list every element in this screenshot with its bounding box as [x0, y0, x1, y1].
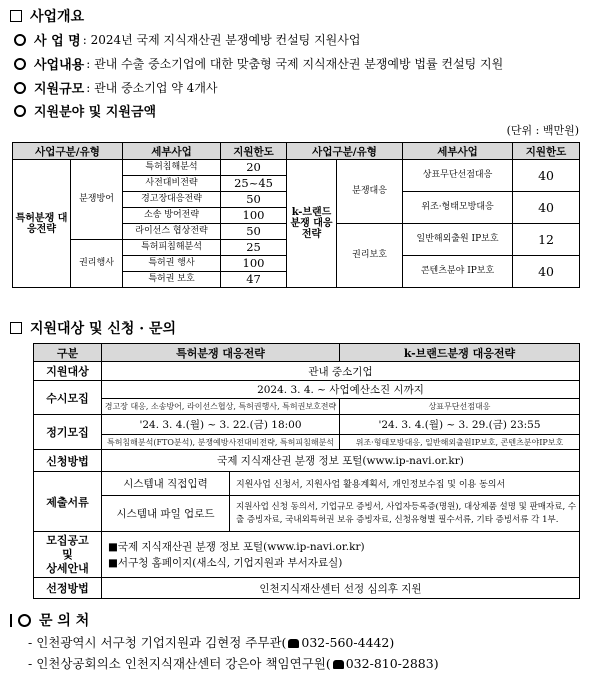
item-key: 사 업 명	[34, 34, 81, 49]
detail-cell: 소송 방어전략	[123, 208, 221, 224]
contact-phone: 032-810-2883)	[345, 656, 439, 671]
overview-item	[14, 30, 360, 49]
phone-icon	[288, 639, 299, 648]
contact-line	[28, 633, 394, 651]
limit-cell: 40	[513, 160, 580, 192]
label-line: 상세안내	[46, 561, 89, 575]
row-label: 수시모집	[34, 381, 102, 415]
detail-cell: 경고장대응전략	[123, 192, 221, 208]
header-cell: 세부사업	[123, 143, 221, 160]
support-amount-table	[12, 142, 580, 288]
limit-cell: 25~45	[221, 176, 287, 192]
row-label: 선정방법	[34, 578, 102, 599]
header-cell: 사업구분/유형	[287, 143, 403, 160]
overview-item	[14, 101, 156, 120]
item-value: : 2024년 국제 지식재산권 분쟁예방 컨설팅 지원사업	[82, 33, 361, 47]
detail-cell: 일반해외출원 IP보호	[403, 224, 513, 256]
row-label: 신청방법	[34, 450, 102, 472]
note-cell: 특허침해분석(FTO분석), 분쟁예방사전대비전략, 특허피침해분석	[102, 435, 340, 450]
header-cell: 구분	[34, 344, 102, 362]
detail-cell: 사전대비전략	[123, 176, 221, 192]
row-value: 관내 중소기업	[102, 362, 580, 381]
row-label	[34, 532, 102, 578]
circle-bullet-icon	[14, 34, 26, 46]
doc-desc-cell: 지원사업 신청서, 지원사업 활용계획서, 개인정보수집 및 이용 동의서	[230, 472, 580, 496]
header-cell: 지원한도	[221, 143, 287, 160]
subgroup-cell: 분쟁대응	[337, 160, 403, 224]
limit-cell: 100	[221, 208, 287, 224]
note-cell: 위조·형태모방대응, 일반해외출원IP보호, 콘텐츠분야IP보호	[340, 435, 580, 450]
application-table	[33, 343, 580, 599]
contact-line	[28, 654, 439, 672]
notice-link[interactable]: ■서구청 홈페이지(새소식, 기업지원과 부서자료실)	[108, 556, 343, 569]
limit-cell: 12	[513, 224, 580, 256]
date-cell: '24. 3. 4.(월) ~ 3. 29.(금) 23:55	[340, 415, 580, 435]
detail-cell: 위조·형태모방대응	[403, 192, 513, 224]
row-value: 2024. 3. 4. ~ 사업예산소진 시까지	[102, 381, 580, 399]
item-key: 사업내용	[34, 58, 85, 73]
limit-cell: 20	[221, 160, 287, 176]
limit-cell: 47	[221, 272, 287, 288]
subgroup-cell: 권리행사	[71, 240, 123, 288]
subgroup-cell: 분쟁방어	[71, 160, 123, 240]
item-value: : 관내 중소기업 약 4개사	[86, 81, 218, 95]
detail-cell: 콘텐츠분야 IP보호	[403, 256, 513, 288]
detail-cell: 특허권 행사	[123, 256, 221, 272]
overview-item	[14, 54, 503, 73]
section-heading-application	[10, 318, 176, 338]
checkbox-square-icon	[10, 10, 22, 22]
group-cell: k-브랜드분쟁 대응전략	[287, 160, 337, 288]
limit-cell: 50	[221, 224, 287, 240]
row-value: 인천지식재산센터 선정 심의후 지원	[102, 578, 580, 599]
notice-cell	[102, 532, 580, 578]
limit-cell: 50	[221, 192, 287, 208]
circle-bullet-icon	[14, 82, 26, 94]
doc-type-cell: 시스템내 파일 업로드	[102, 496, 230, 532]
row-label: 정기모집	[34, 415, 102, 450]
section-title: 지원대상 및 신청 · 문의	[30, 321, 177, 337]
detail-cell: 특허피침해분석	[123, 240, 221, 256]
limit-cell: 100	[221, 256, 287, 272]
header-cell: 세부사업	[403, 143, 513, 160]
phone-icon	[333, 660, 344, 669]
label-line: 모집공고	[46, 533, 89, 547]
detail-cell: 특허침해분석	[123, 160, 221, 176]
item-value: : 관내 수출 중소기업에 대한 맞춤형 국제 지식재산권 분쟁예방 법률 컨설팅 지원	[86, 57, 504, 71]
circle-bullet-icon	[14, 105, 26, 117]
section-title: 사업개요	[30, 9, 85, 25]
detail-cell: 특허권 보호	[123, 272, 221, 288]
row-value: 국제 지식재산권 분쟁 정보 포털(www.ip-navi.or.kr)	[102, 450, 580, 472]
bar-icon	[10, 614, 12, 627]
item-key: 지원분야 및 지원금액	[34, 105, 157, 120]
row-label: 지원대상	[34, 362, 102, 381]
header-cell: k-브랜드분쟁 대응전략	[340, 344, 580, 362]
checkbox-square-icon	[10, 322, 22, 334]
subgroup-cell: 권리보호	[337, 224, 403, 288]
section-heading-contact	[10, 610, 89, 630]
item-key: 지원규모	[34, 82, 85, 97]
group-cell: 특허분쟁 대응전략	[13, 160, 71, 288]
detail-cell: 상표무단선점대응	[403, 160, 513, 192]
contact-text: - 인천상공회의소 인천지식재산센터 강은아 책임연구원(	[28, 656, 331, 671]
section-heading-overview	[10, 6, 84, 26]
section-title: 문 의 처	[39, 613, 90, 629]
header-cell: 특허분쟁 대응전략	[102, 344, 340, 362]
header-cell: 사업구분/유형	[13, 143, 123, 160]
row-label: 제출서류	[34, 472, 102, 532]
circle-bullet-icon	[18, 614, 31, 627]
detail-cell: 라이선스 협상전략	[123, 224, 221, 240]
note-cell: 경고장 대응, 소송방어, 라이선스협상, 특허권행사, 특허권보호전략	[102, 399, 340, 415]
limit-cell: 40	[513, 256, 580, 288]
doc-desc-cell: 지원사업 신청 동의서, 기업규모 증빙서, 사업자등록증(명원), 대상제품 설명 및 판매자료, 수출 증빙자료, 국내외특허권 보유 증빙자료, 신청유형별 필수서류, 기타 증빙서류 각 1부.	[230, 496, 580, 532]
doc-type-cell: 시스템내 직접입력	[102, 472, 230, 496]
label-line: 및	[62, 547, 73, 561]
date-cell: '24. 3. 4.(월) ~ 3. 22.(금) 18:00	[102, 415, 340, 435]
limit-cell: 40	[513, 192, 580, 224]
contact-phone: 032-560-4442)	[301, 635, 395, 650]
circle-bullet-icon	[14, 58, 26, 70]
contact-text: - 인천광역시 서구청 기업지원과 김현정 주무관(	[28, 635, 287, 650]
note-cell: 상표무단선점대응	[340, 399, 580, 415]
overview-item	[14, 78, 218, 97]
unit-note: (단위 : 백만원)	[506, 124, 579, 137]
notice-link[interactable]: ■국제 지식재산권 분쟁 정보 포털(www.ip-navi.or.kr)	[108, 540, 365, 553]
limit-cell: 25	[221, 240, 287, 256]
header-cell: 지원한도	[513, 143, 580, 160]
